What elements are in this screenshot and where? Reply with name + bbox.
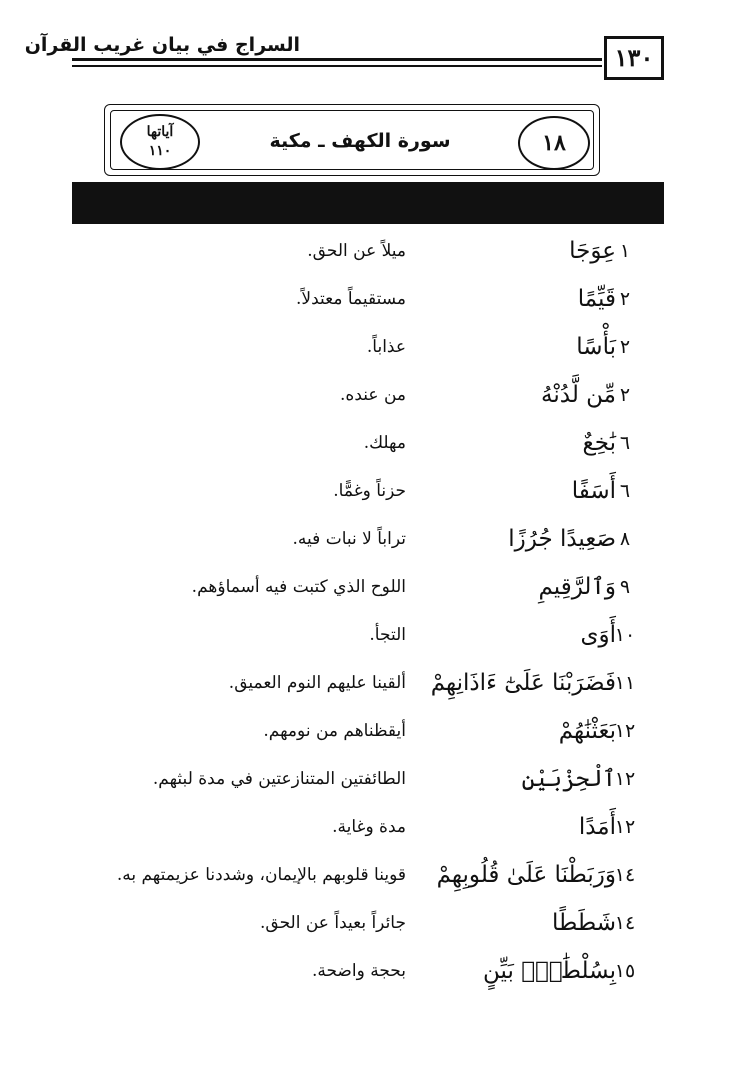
list-item bbox=[0, 904, 755, 942]
quran-word: صَعِيدًا جُرُزًا bbox=[508, 526, 616, 552]
ayat-label: آياتها bbox=[146, 124, 174, 140]
quran-word: بَعَثْنَٰهُمْ bbox=[558, 718, 616, 744]
word-meaning: التجأ. bbox=[369, 625, 406, 645]
quran-word: عِوَجَا bbox=[569, 238, 616, 264]
ayah-number: ١٤ bbox=[614, 864, 636, 886]
list-item bbox=[0, 616, 755, 654]
ayah-number: ٢ bbox=[619, 288, 631, 310]
list-item bbox=[0, 280, 755, 318]
word-meaning: الطائفتين المتنازعتين في مدة لبثهم. bbox=[152, 769, 406, 789]
ayat-count: ١١٠ bbox=[148, 143, 172, 159]
ayah-number: ٨ bbox=[619, 528, 631, 550]
quran-word: فَضَرَبْنَا عَلَىٰٓ ءَاذَانِهِمْ bbox=[430, 670, 616, 696]
list-item bbox=[0, 520, 755, 558]
ayah-number: ١٢ bbox=[614, 720, 636, 742]
word-meaning: ميلاً عن الحق. bbox=[307, 241, 406, 261]
word-meaning: مدة وغاية. bbox=[332, 817, 406, 837]
list-item bbox=[0, 664, 755, 702]
ayah-number: ٢ bbox=[619, 384, 631, 406]
quran-word: وَٱلرَّقِيمِ bbox=[538, 574, 616, 600]
header-rule-thick bbox=[72, 58, 602, 61]
surah-number: ١٨ bbox=[518, 116, 590, 170]
quran-word: شَطَطًا bbox=[551, 910, 616, 936]
ayah-number: ٦ bbox=[619, 480, 631, 502]
page-number: ١٣٠ bbox=[604, 36, 664, 80]
ayat-count-badge bbox=[120, 114, 200, 170]
word-meaning: قوينا قلوبهم بالإيمان، وشددنا عزيمتهم به. bbox=[116, 865, 406, 885]
word-meaning: اللوح الذي كتبت فيه أسماؤهم. bbox=[191, 577, 406, 597]
ayah-number: ٦ bbox=[619, 432, 631, 454]
ayah-number: ١١ bbox=[614, 672, 636, 694]
word-meaning: جائراً بعيداً عن الحق. bbox=[260, 913, 406, 933]
list-item bbox=[0, 808, 755, 846]
quran-word: أَمَدًا bbox=[578, 814, 616, 840]
list-item bbox=[0, 952, 755, 990]
quran-word: بَٰخِعٌ bbox=[582, 430, 616, 456]
list-item bbox=[0, 328, 755, 366]
ayah-number: ٩ bbox=[619, 576, 631, 598]
quran-word: قَيِّمًا bbox=[577, 286, 616, 312]
quran-word: بَأْسًا bbox=[576, 334, 616, 360]
quran-word: وَرَبَطْنَا عَلَىٰ قُلُوبِهِمْ bbox=[436, 862, 616, 888]
list-item bbox=[0, 712, 755, 750]
ayah-number: ١٥ bbox=[614, 960, 636, 982]
quran-word: أَوَى bbox=[580, 622, 616, 648]
word-meaning: مهلك. bbox=[363, 433, 406, 453]
quran-word: مِّن لَّدُنْهُ bbox=[541, 382, 616, 408]
word-meaning: بحجة واضحة. bbox=[311, 961, 406, 981]
list-item bbox=[0, 232, 755, 270]
quran-word: أَسَفًا bbox=[571, 478, 616, 504]
list-item bbox=[0, 760, 755, 798]
ayah-number: ٢ bbox=[619, 336, 631, 358]
ayah-number: ١ bbox=[619, 240, 631, 262]
word-meaning: تراباً لا نبات فيه. bbox=[292, 529, 406, 549]
surah-title: سورة الكهف ـ مكية bbox=[269, 130, 451, 152]
header-rule-thin bbox=[72, 65, 602, 67]
word-meaning: ألقينا عليهم النوم العميق. bbox=[228, 673, 406, 693]
word-meaning: من عنده. bbox=[340, 385, 406, 405]
word-meaning: عذاباً. bbox=[366, 337, 406, 357]
ayah-number: ١٢ bbox=[614, 768, 636, 790]
word-meaning: مستقيماً معتدلاً. bbox=[295, 289, 406, 309]
word-meaning: أيقظناهم من نومهم. bbox=[263, 721, 406, 741]
quran-word: بِسُلْطَٰنٍۭ بَيِّنٍ bbox=[483, 958, 616, 984]
ayah-number: ١٢ bbox=[614, 816, 636, 838]
list-item bbox=[0, 424, 755, 462]
ayah-number: ١٤ bbox=[614, 912, 636, 934]
list-item bbox=[0, 568, 755, 606]
list-item bbox=[0, 856, 755, 894]
ayah-number: ١٠ bbox=[614, 624, 636, 646]
book-title: السراج في بيان غريب القرآن bbox=[24, 34, 300, 56]
quran-word: ٱلْحِزْبَيْنِ bbox=[521, 766, 616, 792]
section-band bbox=[72, 182, 664, 224]
list-item bbox=[0, 472, 755, 510]
list-item bbox=[0, 376, 755, 414]
word-meaning: حزناً وغمًّا. bbox=[333, 481, 406, 501]
